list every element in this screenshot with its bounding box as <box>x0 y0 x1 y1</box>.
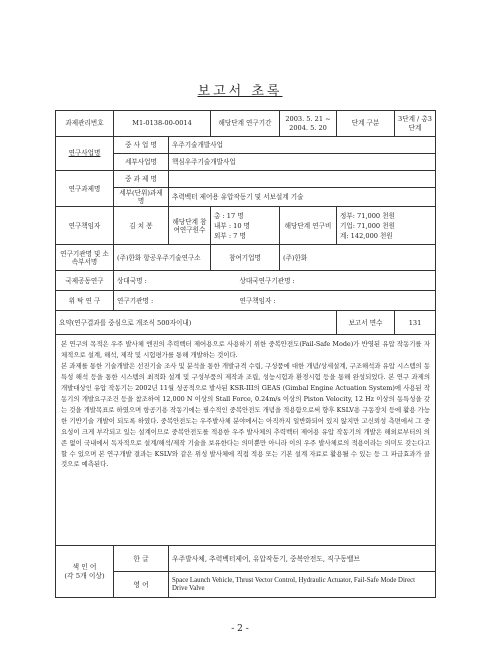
project-row <box>56 111 436 137</box>
org-row <box>56 245 436 271</box>
org-value: (주)한화 항공우주기술연구소 <box>114 245 211 271</box>
consign-org: 연구기관명 : <box>114 291 237 311</box>
budget-label: 해당단계 연구비 <box>280 207 337 245</box>
budget-line: 계: 142,000 천원 <box>340 231 393 240</box>
researchers-line: 내부 : 10 명 <box>214 221 251 230</box>
partner-label: 참여기업명 <box>211 245 280 271</box>
intl-org: 상대국연구기관명 : <box>237 271 436 291</box>
budget-line: 정부: 71,000 천원 <box>340 211 395 220</box>
task-sub-label: 세부(단위)과제명 <box>114 188 169 207</box>
keywords-label <box>56 546 114 598</box>
keywords-label-line: 색 인 어 <box>72 563 97 572</box>
program-row-mid <box>56 137 436 154</box>
partner-value: (주)한화 <box>280 245 436 271</box>
program-mid-value: 우주기술개발사업 <box>169 137 436 154</box>
researchers-line: 총 : 17 명 <box>214 211 244 220</box>
consign-label: 위 탁 연 구 <box>56 291 114 311</box>
summary-paragraph: 본 과제를 통한 기술개발은 선진기술 조사 및 분석을 통한 개발규격 수립, 구성품에 대한 개념/상세설계, 구조해석과 유압 시스템의 동특성 해석 등을 통한 시스템의 최적화 설계 및 구성부품의 제작과 조립, 성능시험과 환경시험 등을 통해 완성되었다. 본 연구 과제의 개발대상인 유압 작동기는 2002년 11월 성공적으로 발사된 KSR-III의 GEAS (Gimbal Engine Actuation System)에 사용된 작동기의 개발요구조건 등을 참조하여 12,000 N 이상의 Stall Force, 0.24m/s 이상의 Piston Velocity, 12 Hz 이상의 동특성을 갖는 것을 개발목표로 하였으며 항공기용 작동기에는 필수적인 중복안전도 개념을 적용함으로써 향후 KSLV용 구동장치 등에 활용 가능한 기반기술 개발이 되도록 하였다. 중복안전도는 우주발사체 분야에서는 아직까지 일반화되어 있지 않지만 고신뢰성 측면에서 그 중요성이 크게 부각되고 있는 설계이므로 중복안전도를 적용한 우주 발사체의 추력벡터 제어용 유압 작동기의 개발은 해외로부터의 의존 없이 국내에서 독자적으로 설계/해석/제작 기술을 보유한다는 의미뿐만 아니라 이의 우주 발사체로의 적용이라는 의미도 갖는다고 할 수 있으며 본 연구개발 결과는 KSLV와 같은 위성 발사체에 직접 적용 또는 기본 설계 자료로 활용될 수 있는 등 그 파급효과가 클 것으로 예측된다. <box>61 362 430 469</box>
keywords-en-label: 영 어 <box>114 572 169 598</box>
stage-label: 단계 구분 <box>337 111 395 137</box>
period-line: 2003. 5. 21 ~ <box>285 115 331 124</box>
stage-value: 3단계 / 총3단계 <box>395 111 436 137</box>
keywords-ko-label: 한 글 <box>114 546 169 572</box>
task-mid-value <box>169 171 436 188</box>
summary-body <box>56 335 436 546</box>
org-label: 연구기관명 및 소속부서명 <box>56 245 114 271</box>
task-label: 연구과제명 <box>56 171 114 207</box>
page-title: 보고서 초록 <box>197 84 283 99</box>
period-line: 2004. 5. 20 <box>289 123 327 132</box>
program-sub-value: 핵심우주기술개발사업 <box>169 154 436 171</box>
summary-row <box>56 335 436 546</box>
page-number: - 2 - <box>231 624 249 634</box>
task-sub-value: 추력벡터 제어용 유압작동기 및 서보설계 기술 <box>169 188 436 207</box>
pages-value: 131 <box>395 311 436 335</box>
task-row-mid <box>56 171 436 188</box>
period-value <box>280 111 337 137</box>
period-label: 해당단계 연구기간 <box>211 111 280 137</box>
summary-header-row <box>56 311 436 335</box>
pi-label: 연구책임자 <box>56 207 114 245</box>
consign-pi: 연구책임자 : <box>237 291 436 311</box>
pi-row <box>56 207 436 245</box>
budget-value <box>337 207 436 245</box>
researchers-value <box>211 207 280 245</box>
budget-line: 기업: 71,000 천원 <box>340 221 395 230</box>
pi-name: 김 치 봉 <box>114 207 169 245</box>
researchers-label: 해당단계 참여연구원수 <box>169 207 211 245</box>
program-label: 연구사업명 <box>56 137 114 171</box>
program-sub-label: 세부사업명 <box>114 154 169 171</box>
intl-label: 국제공동연구 <box>56 271 114 291</box>
keywords-ko-value: 우주발사체, 추력벡터제어, 유압작동기, 중복안전도, 직구동밸브 <box>169 546 436 572</box>
program-mid-label: 중 사 업 명 <box>114 137 169 154</box>
task-mid-label: 중 과 제 명 <box>114 171 169 188</box>
intl-row <box>56 271 436 291</box>
pages-label: 보고서 면수 <box>337 311 395 335</box>
summary-paragraph: 본 연구의 목적은 우주 발사체 엔진의 추력벡터 제어용으로 사용하기 위한 중복안전도(Fail-Safe Mode)가 반영된 유압 작동기를 자체적으로 설계, 해석, 제작 및 시험평가를 통해 개발하는 것이다. <box>61 340 430 360</box>
researchers-line: 외부 : 7 명 <box>214 231 246 240</box>
consign-row <box>56 291 436 311</box>
abstract-table <box>55 110 436 598</box>
summary-label: 요약(연구결과를 중심으로 개조식 500자이내) <box>56 311 337 335</box>
project-no-value: M1-0138-00-0014 <box>114 111 211 137</box>
keywords-en-value: Space Launch Vehicle, Thrust Vector Control, Hydraulic Actuator, Fail-Safe Mode Direct Drive Valve <box>169 572 436 598</box>
intl-country: 상대국명 : <box>114 271 237 291</box>
keywords-label-line: (각 5개 이상) <box>64 571 105 580</box>
project-no-label: 과제관리번호 <box>56 111 114 137</box>
keywords-ko-row <box>56 546 436 572</box>
